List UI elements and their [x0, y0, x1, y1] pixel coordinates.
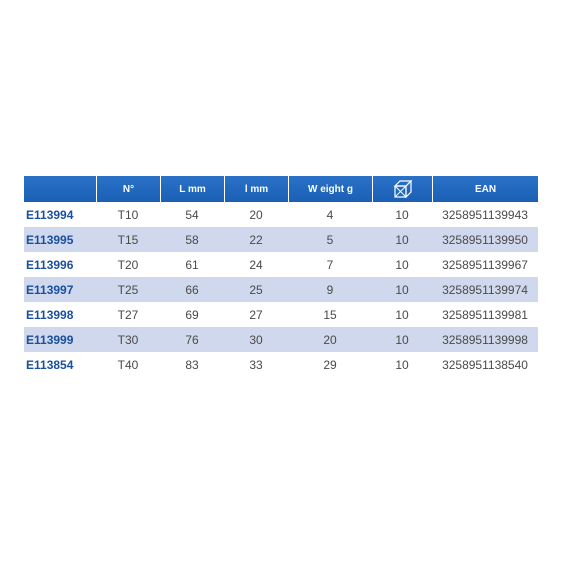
- blade-length-cell: 22: [249, 232, 263, 247]
- ean-code-cell: 3258951139967: [442, 257, 528, 272]
- weight-cell: 9: [326, 282, 334, 297]
- product-ref-cell: E113998: [26, 307, 74, 322]
- pack-quantity-cell: 10: [395, 232, 409, 247]
- total-length-cell: 54: [185, 207, 199, 222]
- pack-quantity-cell: 10: [395, 282, 409, 297]
- product-ref-cell: E113996: [26, 257, 74, 272]
- total-length-cell: 83: [185, 357, 199, 372]
- ean-code-cell: 3258951139974: [442, 282, 528, 297]
- pack-quantity-cell: 10: [395, 357, 409, 372]
- table-row: [24, 302, 538, 327]
- table-body: [24, 202, 538, 377]
- torx-size-cell: T20: [117, 257, 139, 272]
- table-row: [24, 227, 538, 252]
- table-header: [24, 176, 538, 202]
- weight-cell: 15: [323, 307, 337, 322]
- ean-code-cell: 3258951138540: [442, 357, 528, 372]
- header-ref: [24, 176, 96, 202]
- torx-size-cell: T15: [117, 232, 139, 247]
- product-ref-cell: E113854: [26, 357, 74, 372]
- product-ref-cell: E113995: [26, 232, 74, 247]
- header-length-total: L mm: [160, 176, 224, 202]
- pack-quantity-cell: 10: [395, 257, 409, 272]
- torx-size-cell: T10: [117, 207, 139, 222]
- table-row: [24, 277, 538, 302]
- total-length-cell: 76: [185, 332, 199, 347]
- total-length-cell: 61: [185, 257, 199, 272]
- product-ref-cell: E113999: [26, 332, 74, 347]
- header-weight: W eight g: [288, 176, 372, 202]
- total-length-cell: 69: [185, 307, 199, 322]
- blade-length-cell: 24: [249, 257, 263, 272]
- weight-cell: 29: [323, 357, 337, 372]
- total-length-cell: 58: [185, 232, 199, 247]
- pack-quantity-cell: 10: [395, 332, 409, 347]
- blade-length-cell: 30: [249, 332, 263, 347]
- header-length-blade: l mm: [224, 176, 288, 202]
- spec-table: [24, 176, 538, 377]
- product-ref-cell: E113994: [26, 207, 74, 222]
- blade-length-cell: 20: [249, 207, 263, 222]
- total-length-cell: 66: [185, 282, 199, 297]
- product-ref-cell: E113997: [26, 282, 74, 297]
- torx-size-cell: T27: [117, 307, 139, 322]
- pack-quantity-cell: 10: [395, 207, 409, 222]
- pack-quantity-cell: 10: [395, 307, 409, 322]
- blade-length-cell: 25: [249, 282, 263, 297]
- table-row: [24, 352, 538, 377]
- ean-code-cell: 3258951139950: [442, 232, 528, 247]
- header-number: N°: [96, 176, 160, 202]
- blade-length-cell: 27: [249, 307, 263, 322]
- torx-size-cell: T25: [117, 282, 139, 297]
- torx-size-cell: T40: [117, 357, 139, 372]
- table-row: [24, 252, 538, 277]
- weight-cell: 20: [323, 332, 337, 347]
- weight-cell: 4: [326, 207, 334, 222]
- ean-code-cell: 3258951139943: [442, 207, 528, 222]
- box-icon: [393, 180, 413, 198]
- ean-code-cell: 3258951139998: [442, 332, 528, 347]
- header-ean: EAN: [432, 176, 538, 202]
- weight-cell: 7: [326, 257, 334, 272]
- weight-cell: 5: [326, 232, 334, 247]
- table-row: [24, 327, 538, 352]
- torx-size-cell: T30: [117, 332, 139, 347]
- blade-length-cell: 33: [249, 357, 263, 372]
- table-row: [24, 202, 538, 227]
- ean-code-cell: 3258951139981: [442, 307, 528, 322]
- header-pack-quantity: [372, 176, 432, 202]
